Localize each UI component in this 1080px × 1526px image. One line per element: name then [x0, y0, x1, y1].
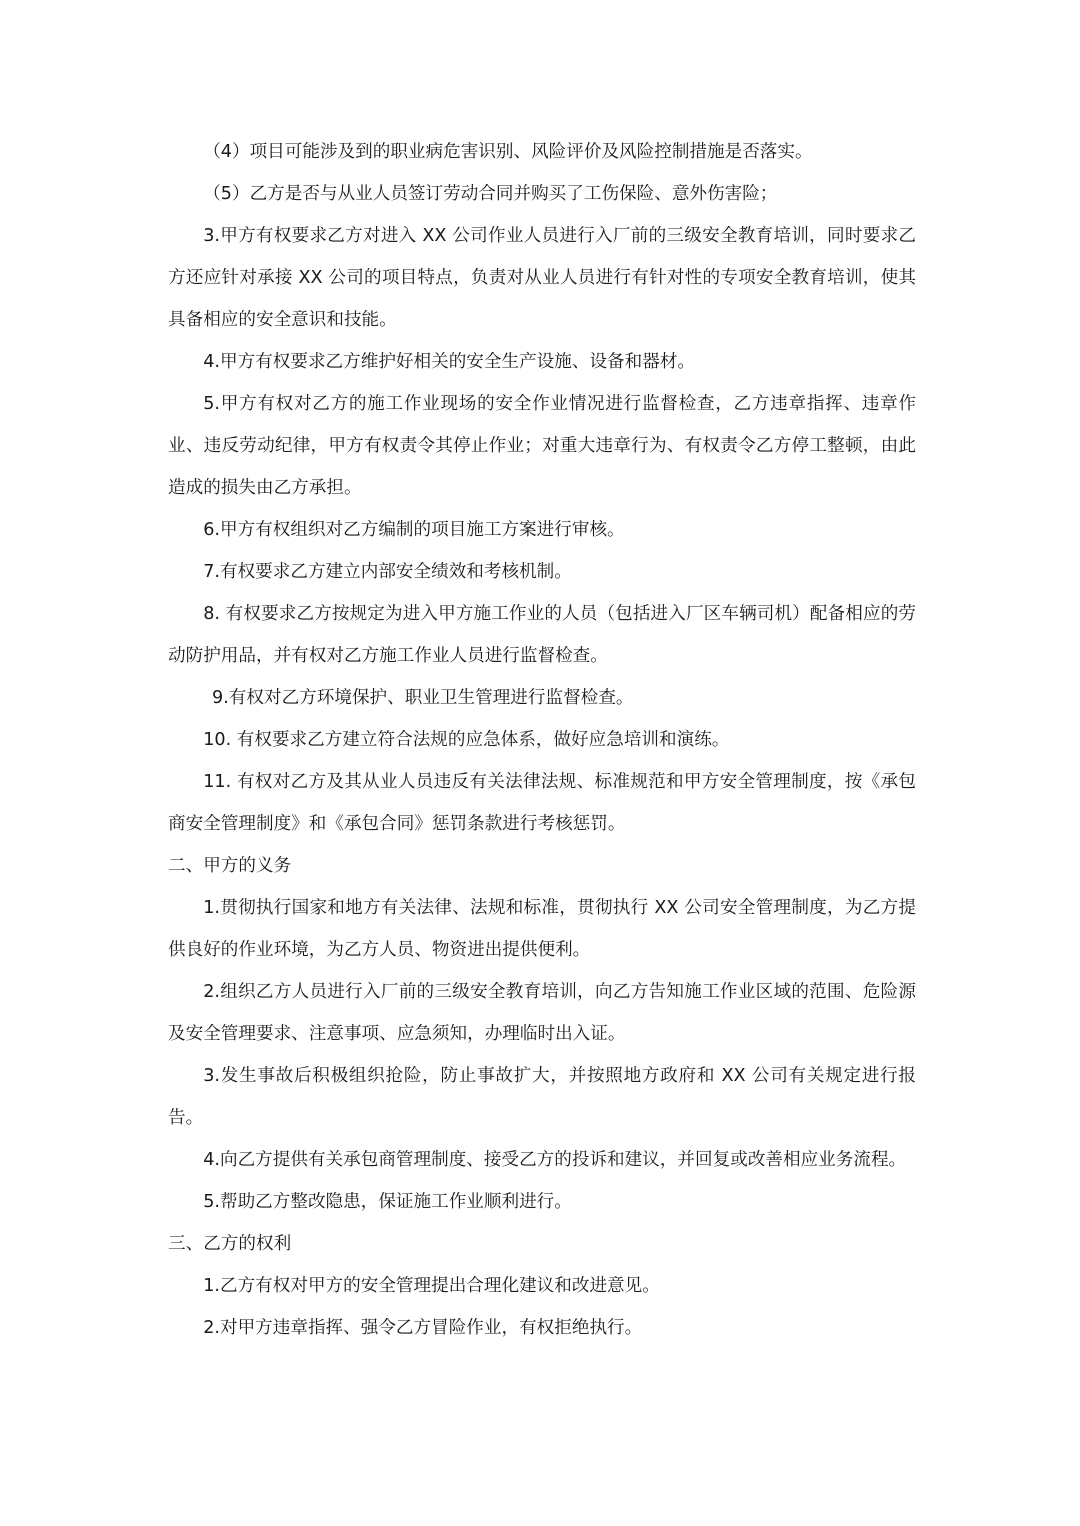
section-heading-party-a-obligations: 二、甲方的义务 — [168, 856, 292, 876]
paragraph-b-right-2: 2.对甲方违章指挥、强令乙方冒险作业，有权拒绝执行。 — [203, 1318, 643, 1338]
paragraph-right-6: 6.甲方有权组织对乙方编制的项目施工方案进行审核。 — [203, 520, 625, 540]
paragraph-obligation-5: 5.帮助乙方整改隐患，保证施工作业顺利进行。 — [203, 1192, 572, 1212]
document-page — [168, 131, 916, 1349]
paragraph-b-right-1: 1.乙方有权对甲方的安全管理提出合理化建议和改进意见。 — [203, 1276, 660, 1296]
paragraph-obligation-3: 3.发生事故后积极组织抢险，防止事故扩大，并按照地方政府和 XX 公司有关规定进行报告。 — [168, 1066, 916, 1128]
paragraph-right-4: 4.甲方有权要求乙方维护好相关的安全生产设施、设备和器材。 — [203, 352, 696, 372]
section-heading-party-b-rights: 三、乙方的权利 — [168, 1234, 292, 1254]
paragraph-obligation-1: 1.贯彻执行国家和地方有关法律、法规和标准，贯彻执行 XX 公司安全管理制度，为乙方提供良好的作业环境，为乙方人员、物资进出提供便利。 — [168, 898, 916, 960]
paragraph-obligation-4: 4.向乙方提供有关承包商管理制度、接受乙方的投诉和建议，并回复或改善相应业务流程。 — [203, 1150, 907, 1170]
paragraph-right-11: 11. 有权对乙方及其从业人员违反有关法律法规、标准规范和甲方安全管理制度，按《承包商安全管理制度》和《承包合同》惩罚条款进行考核惩罚。 — [168, 772, 916, 834]
paragraph-right-8: 8. 有权要求乙方按规定为进入甲方施工作业的人员（包括进入厂区车辆司机）配备相应的劳动防护用品，并有权对乙方施工作业人员进行监督检查。 — [168, 604, 916, 666]
paragraph-obligation-2: 2.组织乙方人员进行入厂前的三级安全教育培训，向乙方告知施工作业区域的范围、危险源及安全管理要求、注意事项、应急须知，办理临时出入证。 — [168, 982, 916, 1044]
paragraph-right-10: 10. 有权要求乙方建立符合法规的应急体系，做好应急培训和演练。 — [203, 730, 730, 750]
paragraph-right-7: 7.有权要求乙方建立内部安全绩效和考核机制。 — [203, 562, 572, 582]
paragraph-right-5: 5.甲方有权对乙方的施工作业现场的安全作业情况进行监督检查，乙方违章指挥、违章作业、违反劳动纪律，甲方有权责令其停止作业；对重大违章行为、有权责令乙方停工整顿，由此造成的损失由乙方承担。 — [168, 394, 916, 498]
paragraph-item-5: （5）乙方是否与从业人员签订劳动合同并购买了工伤保险、意外伤害险； — [203, 184, 778, 204]
paragraph-right-3: 3.甲方有权要求乙方对进入 XX 公司作业人员进行入厂前的三级安全教育培训，同时要求乙方还应针对承接 XX 公司的项目特点，负责对从业人员进行有针对性的专项安全教育培训，使其具备相应的安全意识和技能。 — [168, 226, 916, 330]
paragraph-right-9: 9.有权对乙方环境保护、职业卫生管理进行监督检查。 — [212, 688, 634, 708]
paragraph-item-4: （4）项目可能涉及到的职业病危害识别、风险评价及风险控制措施是否落实。 — [203, 142, 813, 162]
